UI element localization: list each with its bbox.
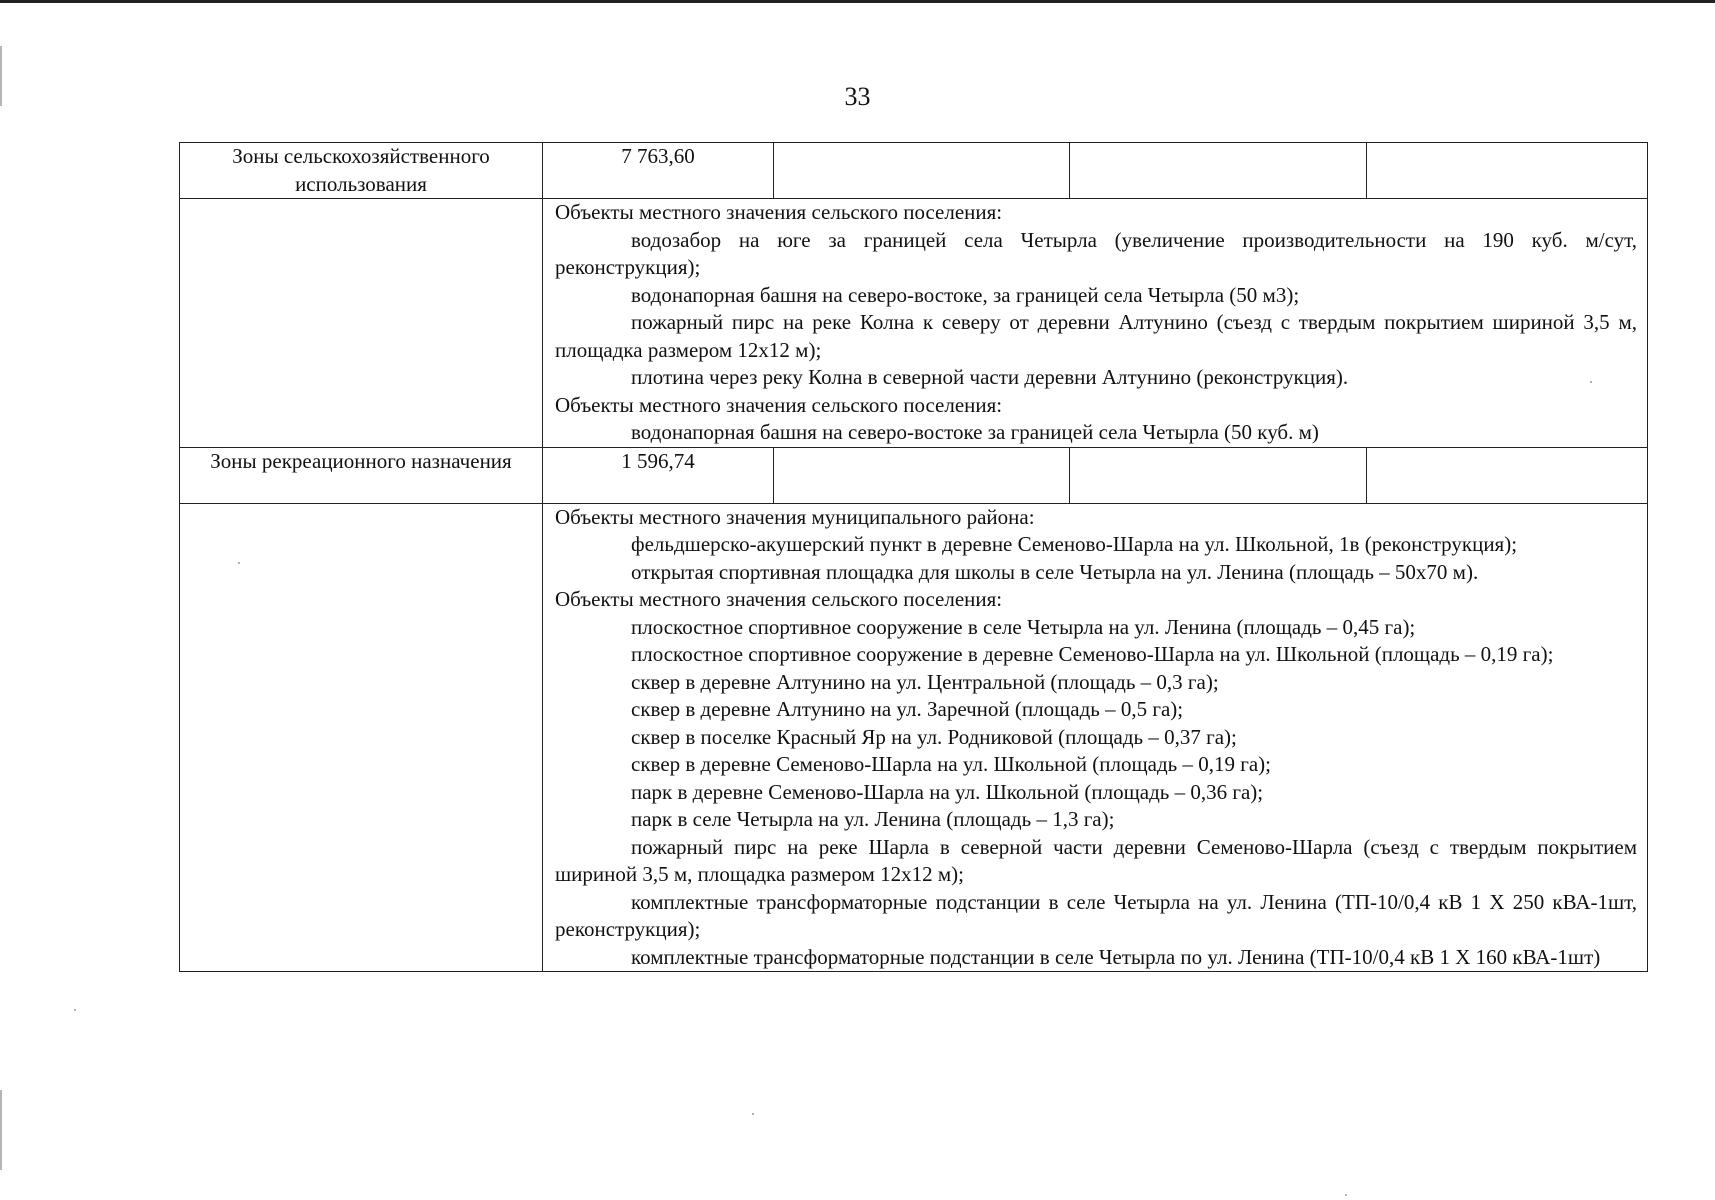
zone-row [180, 447, 1648, 503]
zone-name-cell: Зоны рекреационного назначения [180, 447, 543, 503]
object-item: комплектные трансформаторные подстанции в селе Четырла по ул. Ленина (ТП-10/0,4 кВ 1 Х 160 кВА-1шт) [631, 944, 1601, 969]
objects-heading: Объекты местного значения сельского поселения: [555, 392, 1003, 417]
objects-heading: Объекты местного значения муниципального района: [555, 504, 1035, 529]
scan-speck [752, 1113, 754, 1115]
scan-speck [1590, 381, 1592, 383]
zone-objects-blank-cell [180, 503, 543, 972]
scan-edge-mark [0, 46, 2, 106]
object-item: парк в селе Четырла на ул. Ленина (площадь – 1,3 га); [631, 807, 1115, 831]
object-item: плоскостное спортивное сооружение в селе Четырла на ул. Ленина (площадь – 0,45 га); [631, 614, 1416, 639]
empty-cell [774, 447, 1070, 503]
page-number: 33 [844, 82, 871, 111]
zone-objects-row [180, 503, 1648, 972]
scan-speck [1345, 1194, 1347, 1196]
empty-cell [1070, 143, 1367, 199]
zone-objects-blank-cell [180, 199, 543, 448]
empty-cell [1367, 143, 1648, 199]
empty-cell [1070, 447, 1367, 503]
empty-cell [1367, 447, 1648, 503]
object-item: водонапорная башня на северо-востоке за границей села Четырла (50 куб. м) [631, 420, 1319, 444]
object-item: комплектные трансформаторные подстанции в селе Четырла на ул. Ленина (ТП-10/0,4 кВ 1 Х 250 кВА-1шт, реконструкция); [555, 889, 1637, 941]
scan-speck [238, 562, 240, 564]
empty-cell [774, 143, 1070, 199]
object-item: сквер в поселке Красный Яр на ул. Родниковой (площадь – 0,37 га); [631, 724, 1237, 749]
object-item: водозабор на юге за границей села Четырла (увеличение производительности на 190 куб. м/сут, реконструкция); [555, 227, 1637, 279]
object-item: фельдшерско-акушерский пункт в деревне Семеново-Шарла на ул. Школьной, 1в (реконструкция); [631, 532, 1518, 556]
object-item: плоскостное спортивное сооружение в деревне Семеново-Шарла на ул. Школьной (площадь – 0,19 га); [631, 642, 1554, 666]
object-item: плотина через реку Колна в северной части деревни Алтунино (реконструкция). [631, 365, 1349, 389]
zone-area-cell: 1 596,74 [543, 447, 774, 503]
object-item: парк в деревне Семеново-Шарла на ул. Школьной (площадь – 0,36 га); [631, 779, 1264, 804]
zone-area-cell: 7 763,60 [543, 143, 774, 199]
object-item: пожарный пирс на реке Колна к северу от деревни Алтунино (съезд с твердым покрытием шириной 3,5 м, площадка размером 12х12 м); [555, 310, 1637, 362]
object-item: водонапорная башня на северо-востоке, за границей села Четырла (50 м3); [631, 282, 1300, 307]
object-item: сквер в деревне Семеново-Шарла на ул. Школьной (площадь – 0,19 га); [631, 752, 1271, 776]
object-item: пожарный пирс на реке Шарла в северной части деревни Семеново-Шарла (съезд с твердым покрытием шириной 3,5 м, площадка размером 12х12 м); [555, 834, 1637, 886]
object-item: сквер в деревне Алтунино на ул. Центральной (площадь – 0,3 га); [631, 669, 1219, 694]
zone-name-cell: Зоны сельскохозяйственного использования [180, 143, 543, 199]
zone-objects-cell [543, 503, 1648, 972]
zone-objects-cell [543, 199, 1648, 448]
land-use-zones-table [179, 142, 1648, 972]
object-item: открытая спортивная площадка для школы в селе Четырла на ул. Ленина (площадь – 50х70 м). [631, 559, 1479, 584]
object-item: сквер в деревне Алтунино на ул. Заречной (площадь – 0,5 га); [631, 697, 1184, 721]
scan-edge-mark [0, 1090, 2, 1170]
scan-speck [74, 1009, 76, 1011]
objects-heading: Объекты местного значения сельского поселения: [555, 200, 1003, 224]
zone-row [180, 143, 1648, 199]
zone-objects-row [180, 199, 1648, 448]
objects-heading: Объекты местного значения сельского поселения: [555, 587, 1003, 611]
page-top-rule [0, 0, 1715, 3]
